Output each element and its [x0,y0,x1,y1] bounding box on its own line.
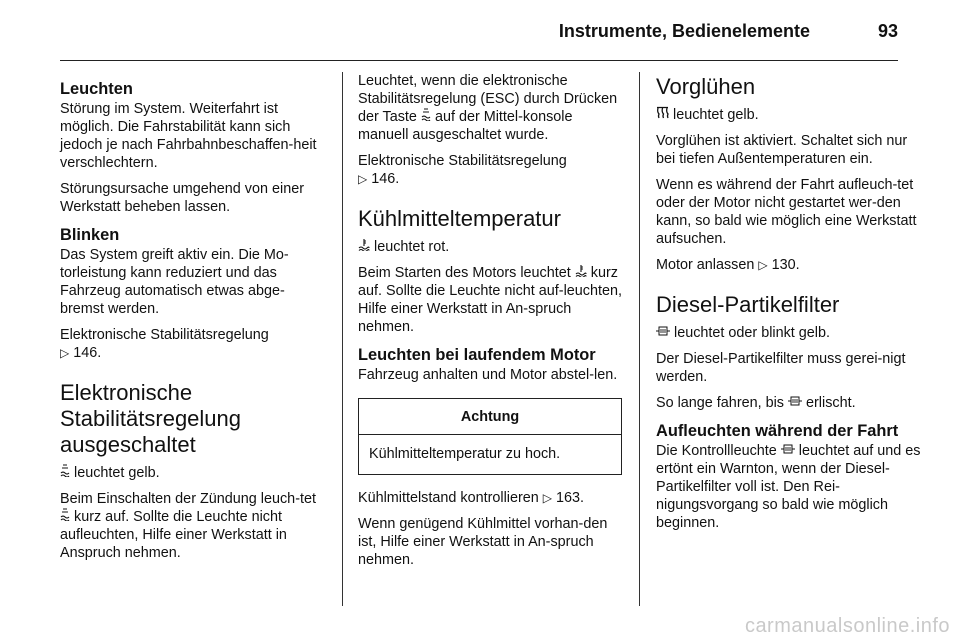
reference-arrow-icon: ▷ [358,172,368,186]
heading-aufleuchten-fahrt: Aufleuchten während der Fahrt [656,422,899,440]
reference: Elektronische Stabilitätsregelung ▷ 146. [358,153,567,187]
warning-box-title: Achtung [359,399,621,435]
paragraph: Wenn genügend Kühlmittel vorhan-den ist, Hilfe einer Werkstatt in An-spruch nehmen. [358,516,608,568]
heading-leuchten: Leuchten [60,80,133,98]
reference-page[interactable]: 163. [556,490,585,506]
diesel-particulate-filter-icon [781,442,795,460]
coolant-temperature-icon [575,264,587,282]
warning-box [358,398,622,475]
column-3 [656,72,922,540]
heading-esc-off: Elektronische Stabilitätsregelung ausgeschaltet [60,380,242,457]
heading-leuchten-laufendem-motor: Leuchten bei laufendem Motor [358,346,596,364]
heading-diesel-partikelfilter: Diesel-Partikelfilter [656,292,840,317]
heading-vorgluehen: Vorglühen [656,74,756,99]
paragraph: Der Diesel-Partikelfilter muss gerei-nigt werden. [656,351,906,385]
paragraph: leuchtet gelb. [656,106,922,124]
reference: Elektronische Stabilitätsregelung ▷ 146. [60,327,269,361]
paragraph: Das System greift aktiv ein. Die Mo-torleistung kann reduziert und das Fahrzeug automatisch etwas abge-bremst werden. [60,247,289,317]
glow-plug-icon [656,106,669,124]
paragraph: Fahrzeug anhalten und Motor abstel-len. [358,367,618,383]
column-divider-1 [342,72,343,606]
diesel-particulate-filter-icon [656,324,670,342]
column-1 [60,72,328,570]
diesel-particulate-filter-icon [788,394,802,412]
page-number: 93 [877,21,898,41]
esc-off-icon [60,464,70,482]
paragraph: So lange fahren, bis erlischt. [656,395,856,411]
esc-off-icon [421,108,431,126]
reference-arrow-icon: ▷ [758,258,768,272]
paragraph: Vorglühen ist aktiviert. Schaltet sich nur bei tiefen Außentemperaturen ein. [656,133,908,167]
paragraph: Beim Starten des Motors leuchtet kurz auf. Sollte die Leuchte nicht auf-leuchten, Hilfe einer Werkstatt in An-spruch nehmen. [358,265,623,335]
paragraph: leuchtet gelb. [60,464,328,482]
paragraph: leuchtet oder blinkt gelb. [656,324,922,342]
reference: Kühlmittelstand kontrollieren ▷ 163. [358,490,585,506]
reference-page[interactable]: 130. [771,257,800,273]
paragraph: leuchtet rot. [358,238,622,256]
watermark: carmanualsonline.info [744,615,950,637]
paragraph: Leuchtet, wenn die elektronische Stabilitätsregelung (ESC) durch Drücken der Taste auf der Mittel-konsole manuell ausgeschaltet wurde. [358,73,618,143]
reference-arrow-icon: ▷ [60,346,70,360]
paragraph: Beim Einschalten der Zündung leuch-tet kurz auf. Sollte die Leuchte nicht aufleuchten, Hilfe einer Werkstatt in Anspruch nehmen. [60,491,316,561]
paragraph: Wenn es während der Fahrt aufleuch-tet oder der Motor nicht gestartet wer-den kann, so bald wie möglich eine Werkstatt aufsuchen. [656,177,917,247]
reference: Motor anlassen ▷ 130. [656,257,800,273]
esc-off-icon [60,508,70,526]
coolant-temperature-icon [358,238,370,256]
column-divider-2 [639,72,640,606]
page-header [60,0,898,61]
section-title: Instrumente, Bedienelemente [558,21,810,41]
reference-page[interactable]: 146. [371,171,400,187]
paragraph: Die Kontrollleuchte leuchtet auf und es ertönt ein Warnton, wenn der Diesel-Partikelfilter voll ist. Den Rei-nigungsvorgang so bald wie möglich beginnen. [656,443,921,531]
reference-arrow-icon: ▷ [542,491,553,505]
warning-box-text: Kühlmitteltemperatur zu hoch. [369,446,561,462]
paragraph: Störung im System. Weiterfahrt ist möglich. Die Fahrstabilität kann sich jedoch je nach Fahrbahnbeschaffen-heit verschlechtern. [60,101,317,171]
paragraph: Störungsursache umgehend von einer Werkstatt beheben lassen. [60,181,305,215]
column-2 [358,72,622,577]
reference-page[interactable]: 146. [73,345,102,361]
heading-blinken: Blinken [60,226,120,244]
heading-kuehlmitteltemperatur: Kühlmitteltemperatur [358,206,561,231]
